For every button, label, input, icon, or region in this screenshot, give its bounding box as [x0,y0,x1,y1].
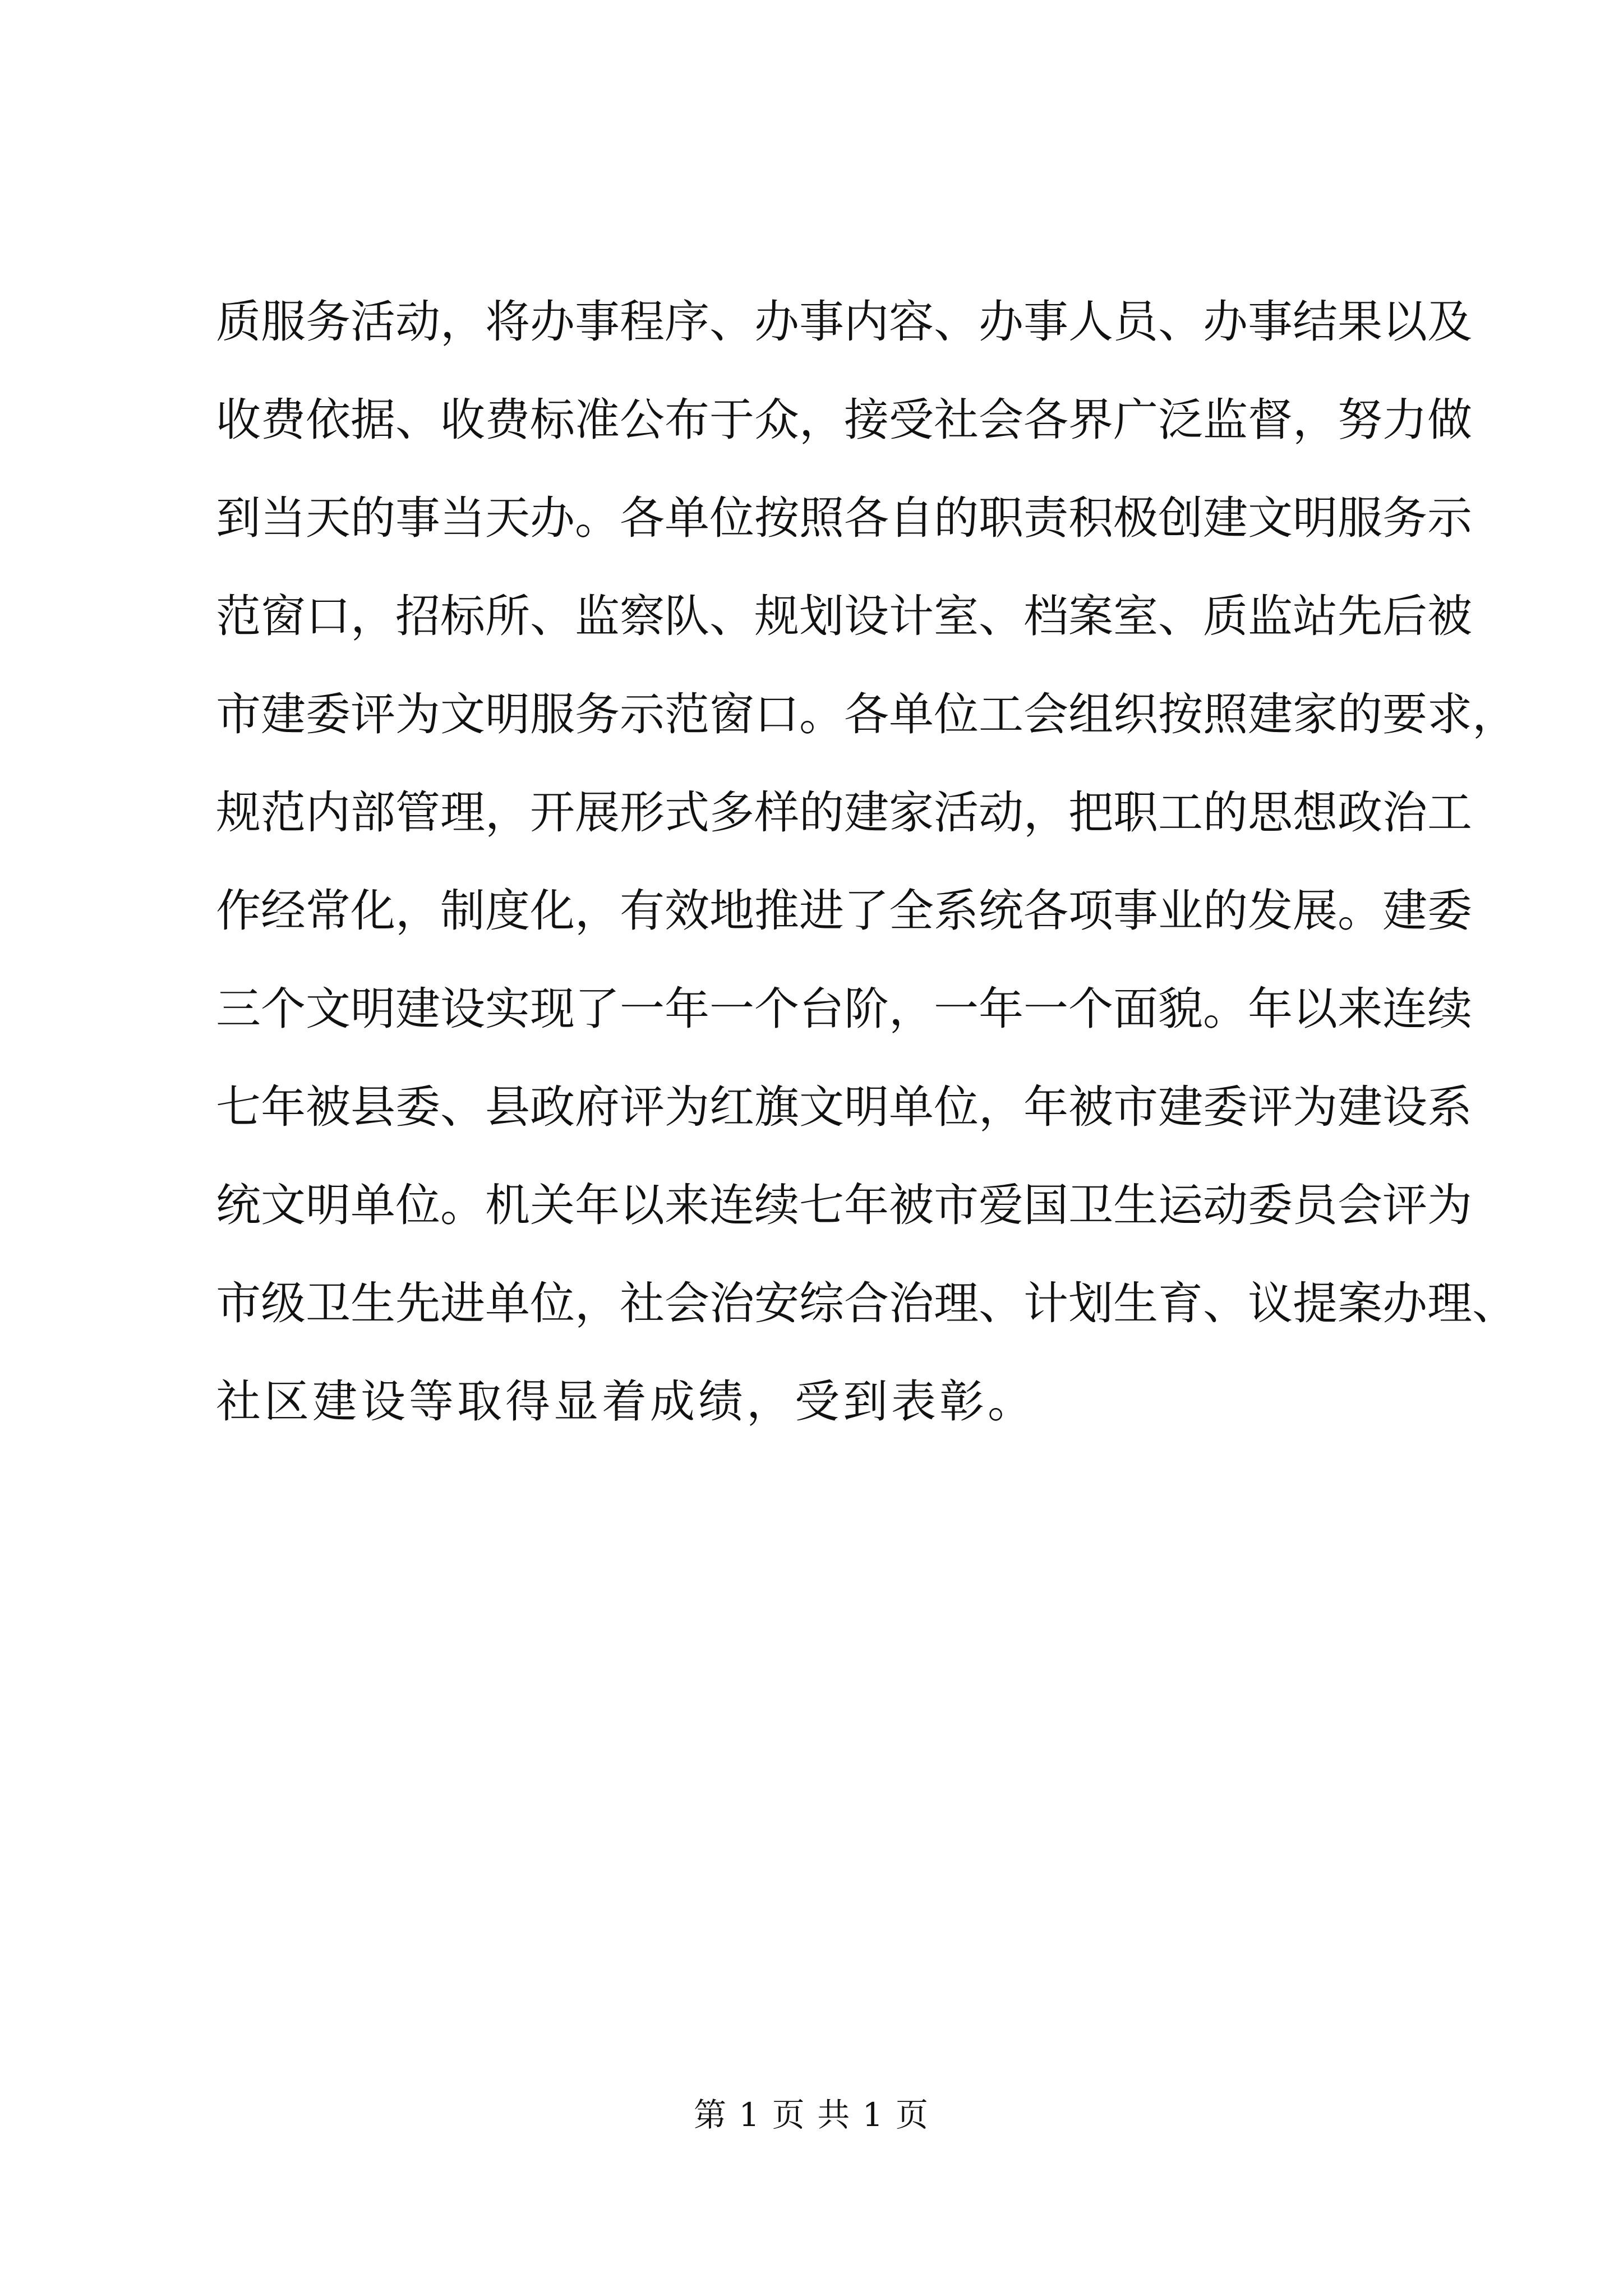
paragraph-line: 到当天的事当天办。各单位按照各自的职责积极创建文明服务示 [216,492,1472,544]
paragraph-line: 统文明单位。机关年以来连续七年被市爱国卫生运动委员会评为 [216,1179,1472,1231]
paragraph-line: 市级卫生先进单位，社会治安综合治理、计划生育、议提案办理、 [216,1277,1517,1329]
paragraph-line: 规范内部管理，开展形式多样的建家活动，把职工的思想政治工 [216,786,1472,839]
paragraph-line: 质服务活动，将办事程序、办事内容、办事人员、办事结果以及 [216,296,1472,348]
paragraph-line: 七年被县委、县政府评为红旗文明单位，年被市建委评为建设系 [216,1081,1472,1133]
page-footer: 第 1 页 共 1 页 [694,2096,929,2134]
body-paragraph [216,273,1517,1451]
paragraph-line: 范窗口，招标所、监察队、规划设计室、档案室、质监站先后被 [216,590,1472,642]
paragraph-line: 三个文明建设实现了一年一个台阶，一年一个面貌。年以来连续 [216,983,1472,1035]
paragraph-line: 市建委评为文明服务示范窗口。各单位工会组织按照建家的要求， [216,688,1517,740]
paragraph-line: 收费依据、收费标准公布于众，接受社会各界广泛监督，努力做 [216,394,1472,446]
paragraph-line: 作经常化，制度化，有效地推进了全系统各项事业的发展。建委 [216,885,1472,937]
paragraph-line: 社区建设等取得显着成绩，受到表彰。 [216,1375,1036,1428]
